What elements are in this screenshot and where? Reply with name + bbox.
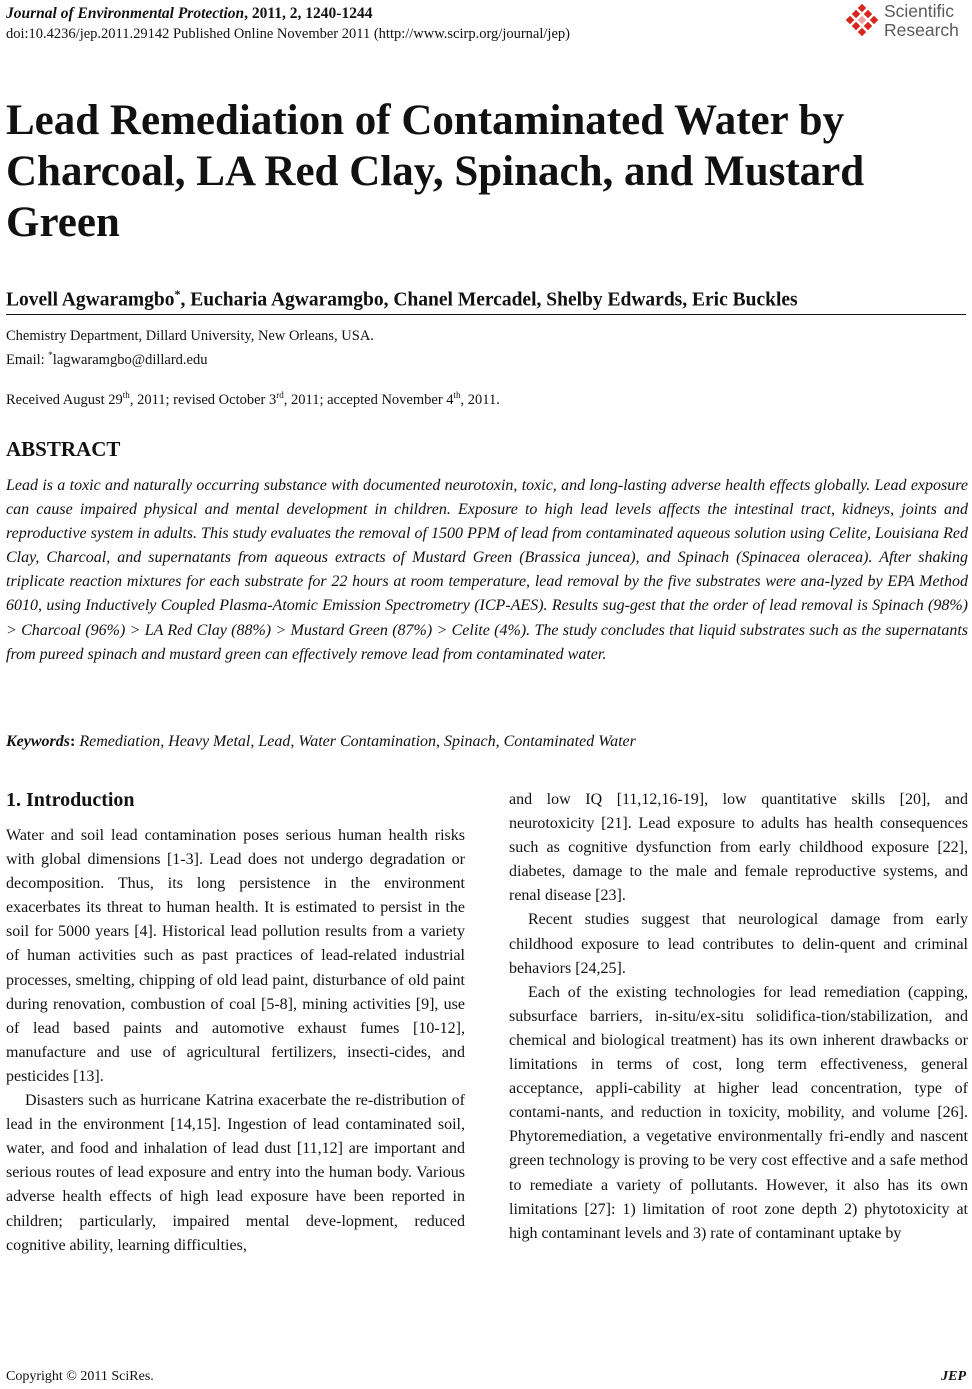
left-column [6,824,465,1258]
abstract-heading: ABSTRACT [6,437,121,461]
paper-title: Lead Remediation of Contaminated Water by Charcoal, LA Red Clay, Spinach, and Mustard Green [6,97,865,246]
paragraph: Water and soil lead contamination poses serious human health risks with global dimensions [1-3]. Lead does not undergo degradation or decomposition. Thus, its long persistence in the environment exacerbates its threat to human health. It is estimated to persist in the soil for 5000 years [4]. Historical lead pollution results from a variety of human activities such as past practices of lead-related industrial processes, smelting, chipping of old lead paint, disturbance of old paint during renovation, combustion of coal [5-8], mining activities [9], use of lead based paints and automotive exhaust fumes [10-12], manufacture and use of agricultural fertilizers, insecti-cides, and pesticides [13]. [6,827,465,1085]
journal-volume: , 2011, 2, 1240-1244 [244,5,373,22]
footer-journal-abbr: JEP [941,1369,966,1384]
doi-line: doi:10.4236/jep.2011.29142 Published Online November 2011 (http://www.scirp.org/journal/jep) [6,26,570,42]
keywords-line: Keywords: Remediation, Heavy Metal, Lead, Water Contamination, Spinach, Contaminated Water [6,733,636,750]
footer-copyright: Copyright © 2011 SciRes. [6,1369,154,1384]
paragraph: Each of the existing technologies for lead remediation (capping, subsurface barriers, in-situ/ex-situ solidifica-tion/stabilization, and chemical and biological treatment) has its own inherent drawbacks or limitations in terms of cost, long term effectiveness, general acceptance, appli-cability at higher lead concentration, type of contami-nants, and reduction in toxicity, mobility, and volume [26]. Phytoremediation, a vegetative environmentally fri-endly and nascent green technology is proving to be very cost effective and a safe method to remediate a variety of pollutants. However, it also has its own limitations [27]: 1) limitation of root zone depth 2) phytotoxicity at high contaminant levels and 3) rate of contaminant uptake by [509,983,968,1242]
author-list [6,282,798,313]
email-label: Email: [6,351,49,368]
paragraph: Disasters such as hurricane Katrina exacerbate the re-distribution of lead in the environment [14,15]. Ingestion of lead contaminated soil, water, and food and inhalation of lead dust [11,12] are important and serious routes of lead exposure and entry into the human body. Various adverse health effects of high lead exposure have been reported in children; particularly, impaired mental deve-lopment, reduced cognitive ability, learning difficulties, [6,1092,465,1254]
section-heading-introduction: 1. Introduction [6,789,135,811]
logo-line-2: Research [884,20,959,40]
first-author: Lovell Agwaramgbo [6,289,175,311]
paragraph: Recent studies suggest that neurological damage from early childhood exposure to lead contributes to delin-quent and criminal behaviors [24,25]. [509,911,968,977]
email-address[interactable]: lagwaramgbo@dillard.edu [52,351,208,368]
publisher-logo [844,2,966,42]
email-mark: * [48,350,53,360]
right-column [509,788,968,1246]
year-part: , 2011. [460,391,500,408]
email-line [6,345,207,370]
keywords-label: Keywords [6,733,70,750]
received-part: Received August 29 [6,391,123,408]
logo-text [884,2,959,40]
affiliation: Chemistry Department, Dillard University, New Orleans, USA. [6,328,374,344]
keywords-list: Remediation, Heavy Metal, Lead, Water Contamination, Spinach, Contaminated Water [79,733,636,750]
other-authors: , Eucharia Agwaramgbo, Chanel Mercadel, Shelby Edwards, Eric Buckles [180,289,798,311]
accepted-part: , 2011; accepted November 4 [283,391,454,408]
logo-line-1: Scientific [884,1,955,21]
corresponding-mark: * [174,287,181,301]
ordinal-suffix: th [453,390,461,400]
title-divider [6,314,966,315]
paragraph: and low IQ [11,12,16-19], low quantitative skills [20], and neurotoxicity [21]. Lead exposure to adults has health consequences such as cognitive dysfunction from early childhood exposure [22], diabetes, damage to the male and female reproductive systems, and renal disease [23]. [509,791,968,905]
revised-part: , 2011; revised October 3 [129,391,277,408]
abstract-text: Lead is a toxic and naturally occurring substance with documented neurotoxin, toxic, and long-lasting adverse health effects globally. Lead exposure can cause impaired physical and mental development in children. Exposure to high lead levels affects the intestinal tract, kidneys, joints and reproductive system in adults. This study evaluates the removal of 1500 PPM of lead from contaminated aqueous solution using Celite, Louisiana Red Clay, Charcoal, and supernatants from aqueous extracts of Mustard Green (Brassica juncea), and Spinach (Spinacea oleracea). After shaking triplicate reaction mixtures for each substrate for 22 hours at room temperature, lead removal by the five substrates were ana-lyzed by EPA Method 6010, using Inductively Coupled Plasma-Atomic Emission Spectrometry (ICP-AES). Results sug-gest that the order of lead removal is Spinach (98%) > Charcoal (96%) > LA Red Clay (88%) > Mustard Green (87%) > Celite (4%). The study concludes that liquid substrates such as the supernatants from pureed spinach and mustard green can effectively remove lead from contaminated water. [6,477,968,663]
journal-citation [6,4,372,24]
ordinal-suffix: rd [276,390,284,400]
logo-diamond-icon [844,4,880,40]
ordinal-suffix: th [122,390,130,400]
journal-name: Journal of Environmental Protection [6,5,245,22]
received-dates [6,385,500,410]
